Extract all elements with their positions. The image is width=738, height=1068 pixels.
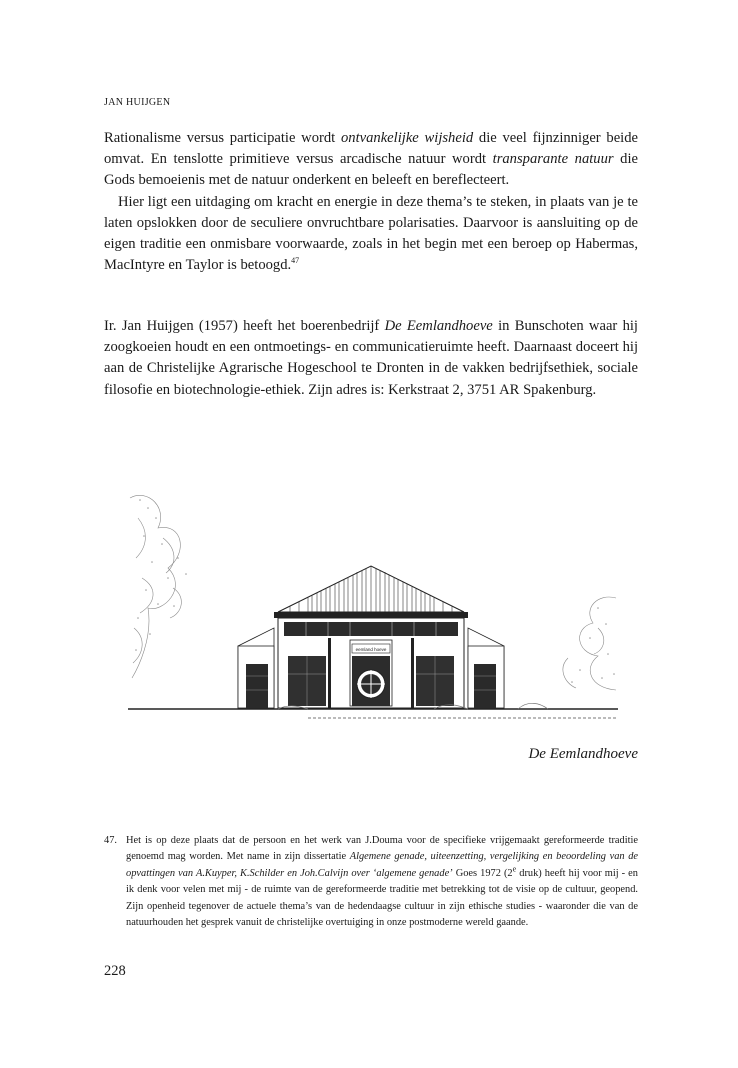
paragraph-uitdaging: Hier ligt een uitdaging om kracht en energie in deze thema’s te steken, in plaats van je te laten opslokken door de seculiere onvruchtbare polarisaties. Daarvoor is aansluiting op de eigen traditie een onmisbare voorwaarde, zoals in het begin met een beroep op Habermas, MacIntyre en Taylor is betoogd.$^{47}$ <box>104 193 638 274</box>
stipple-left <box>135 499 187 651</box>
roof <box>274 566 468 618</box>
facade <box>278 618 464 708</box>
farmhouse-drawing <box>128 478 618 728</box>
running-header: JAN HUIJGEN <box>104 97 171 108</box>
figure-caption: De Eemlandhoeve <box>528 746 638 762</box>
footnote-47 <box>104 833 638 931</box>
main-text <box>104 128 638 276</box>
author-bio: Ir. Jan Huijgen (1957) heeft het boerenbedrijf De Eemlandhoeve in Bunschoten waar hij zoogkoeien houdt en een ontmoetings- en communicatieruimte heeft. Daarnaast doceert hij aan de Christelijke Agrarische Hogeschool te Dronten in de vakken bedrijfsethiek, sociale filosofie en biotechnologie-ethiek. Zijn adres is: Kerkstraat 2, 3751 AR Spakenburg. <box>104 318 638 398</box>
paragraph-rationalisme: Rationalisme versus participatie wordt ontvankelijke wijsheid die veel fijnzinniger beide omvat. En tenslotte primitieve versus arcadische natuur wordt transparante natuur die Gods bemoeienis met de natuur onderkent en beleeft en bereflecteert. <box>104 130 639 189</box>
page-number: 228 <box>104 963 126 979</box>
entrance-sign: eemland hoeve <box>355 647 387 652</box>
trees-right <box>563 597 616 690</box>
footnote-text: Het is op deze plaats dat de persoon en het werk van J.Douma voor de specifieke vrijgemaakt gereformeerde traditie genoemd mag worden. Met name in zijn dissertatie Algemene genade, uiteenzetting, vergelijking en beoordeling van de opvattingen van A.Kuyper, K.Schilder en Joh.Calvijn over ‘algemene genade’ Goes 1972 (2e druk) heeft hij voor mij - en ik denk voor velen met mij - de ruimte van de gereformeerde traditie met betrekking tot de visie op de cultuur, geopend. Zijn openheid tegenover de actuele thema’s van de hedendaagse cultuur in zijn ethische studies - waaronder die van de natuurhouden het gesprek vanuit de christelijke overtuiging in onze postmoderne wereld gaande. <box>126 835 639 929</box>
footnote-number: 47. <box>104 835 117 846</box>
stipple-right <box>571 607 615 683</box>
trees-left <box>130 495 181 678</box>
footnote-reference: 47 <box>291 256 300 266</box>
